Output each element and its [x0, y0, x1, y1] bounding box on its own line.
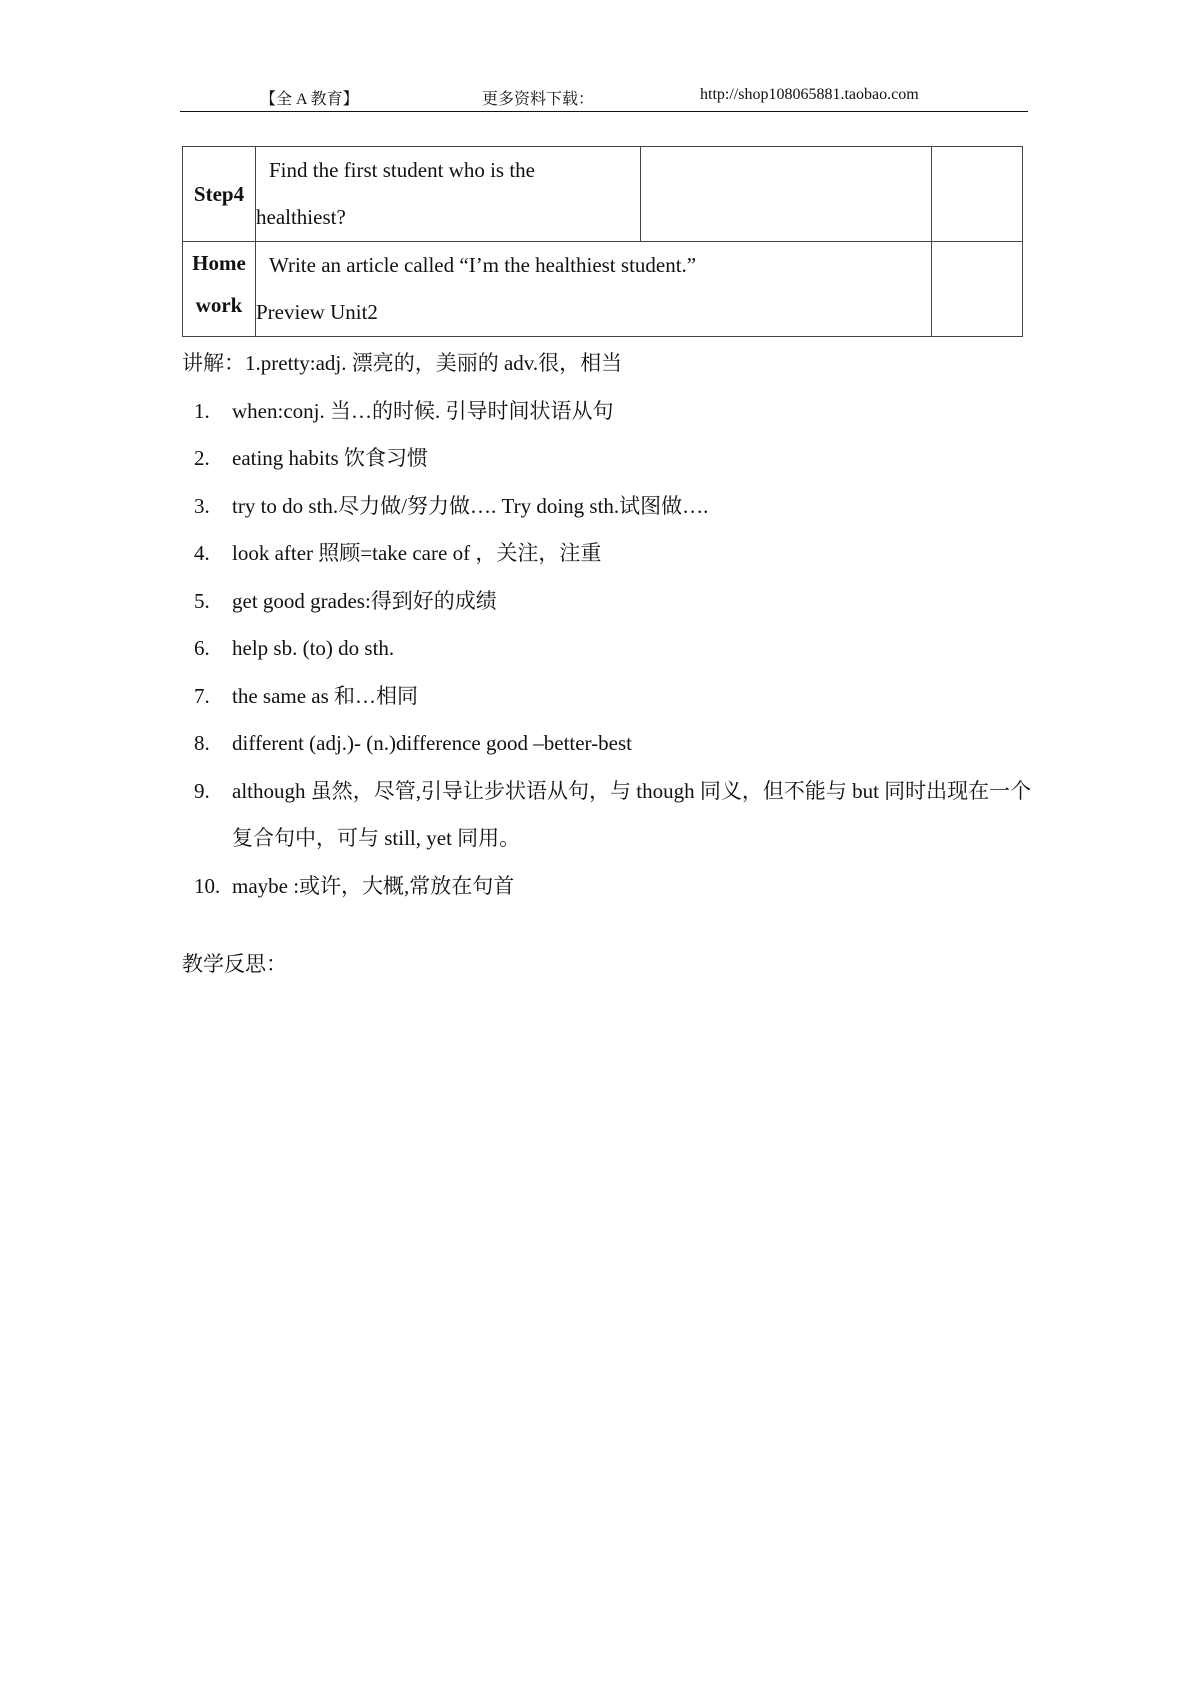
list-item-text: although 虽然，尽管,引导让步状语从句，与 though 同义，但不能与 but 同时出现在一个复合句中，可与 still, yet 同用。: [232, 778, 1032, 850]
step-label: Step4: [193, 181, 245, 206]
list-item-number: 8.: [194, 731, 210, 755]
list-item-number: 7.: [194, 683, 210, 708]
teaching-reflection: 教学反思：: [182, 952, 287, 976]
header-brand: 【全 A 教育】: [260, 91, 359, 108]
list-item: [182, 863, 1032, 911]
list-item-number: 3.: [194, 493, 210, 518]
notes-list: [182, 388, 1032, 911]
list-item: [182, 388, 1032, 436]
page-header: [180, 86, 1028, 112]
header-download-label: 更多资料下载：: [482, 91, 595, 108]
list-item-number: 5.: [194, 588, 210, 613]
homework-label-line2: work: [195, 293, 243, 317]
list-item-number: 9.: [194, 778, 210, 803]
homework-empty-cell: [932, 242, 1023, 337]
list-item-number: 4.: [194, 541, 210, 565]
list-item: [182, 673, 1032, 721]
list-item: [182, 625, 1032, 673]
step-empty-cell-1: [641, 147, 932, 242]
step-content-line1: Find the first student who is the: [269, 158, 535, 182]
list-item: [182, 720, 1032, 768]
table-row-homework: [183, 242, 1023, 337]
list-item-number: 1.: [194, 398, 210, 423]
header-divider: [180, 111, 1028, 112]
list-item-text: different (adj.)- (n.)difference good –better-best: [232, 731, 632, 755]
list-item: [182, 483, 1032, 531]
list-item-text: when:conj. 当…的时候. 引导时间状语从句: [232, 398, 614, 423]
list-item-text: maybe :或许，大概,常放在句首: [232, 873, 515, 898]
list-item-number: 10.: [194, 873, 221, 898]
list-item-text: help sb. (to) do sth.: [232, 636, 395, 660]
list-item: [182, 530, 1032, 578]
homework-label-cell: [183, 242, 256, 337]
list-item-text: the same as 和…相同: [232, 683, 419, 708]
list-item: [182, 435, 1032, 483]
step-content-line2: healthiest?: [256, 205, 346, 229]
lesson-table: [182, 146, 1023, 337]
homework-label-line1: Home: [192, 251, 246, 275]
step-empty-cell-2: [932, 147, 1023, 242]
list-item-text: look after 照顾=take care of ，关注，注重: [232, 541, 602, 565]
homework-content-line2: Preview Unit2: [256, 300, 378, 324]
list-item-text: try to do sth.尽力做/努力做…. Try doing sth.试图做….: [232, 493, 709, 518]
list-item-text: get good grades:得到好的成绩: [232, 588, 497, 613]
homework-content-cell: [256, 242, 932, 337]
notes-section: [182, 340, 1032, 910]
list-item-number: 2.: [194, 446, 210, 470]
table-row-step4: [183, 147, 1023, 242]
list-item-number: 6.: [194, 636, 210, 660]
list-item-text: eating habits 饮食习惯: [232, 446, 428, 470]
notes-intro: 讲解：1.pretty:adj. 漂亮的，美丽的 adv.很，相当: [182, 351, 623, 375]
list-item: [182, 578, 1032, 626]
step-content-cell: [256, 147, 641, 242]
step-label-cell: [183, 147, 256, 242]
header-url: http://shop108065881.taobao.com: [700, 86, 919, 103]
list-item: [182, 768, 1032, 863]
homework-content-line1: Write an article called “I’m the healthiest student.”: [269, 253, 697, 277]
